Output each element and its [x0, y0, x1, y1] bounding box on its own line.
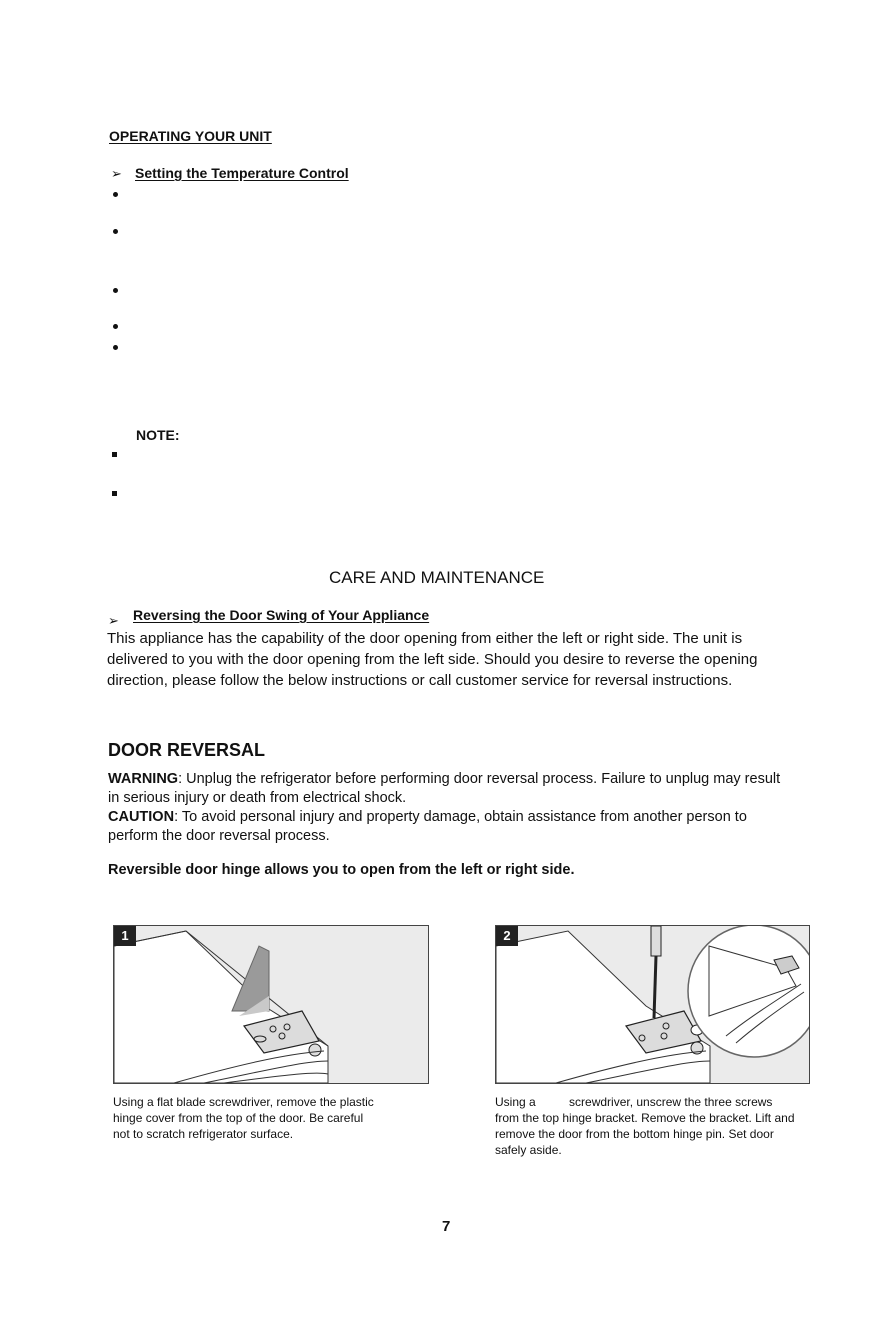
text-line: delivered to you with the door opening from the left side. Should you desire to reverse the opening: [107, 651, 758, 668]
text-line: direction, please follow the below instructions or call customer service for reversal instructions.: [107, 672, 733, 689]
square-bullet-icon: [112, 491, 117, 496]
caution-text-2: perform the door reversal process.: [108, 828, 330, 844]
step-2-caption: [495, 1094, 835, 1158]
step-1-caption: [113, 1094, 443, 1142]
bullet-icon: [113, 324, 118, 329]
reversing-heading: Reversing the Door Swing of Your Appliance: [133, 607, 430, 623]
warning-block: [108, 770, 848, 846]
caution-text: : To avoid personal injury and property damage, obtain assistance from another person to: [174, 809, 747, 825]
hinge-cover-drawing: [114, 926, 428, 1083]
caption-line: Using a screwdriver, unscrew the three screws: [495, 1095, 773, 1109]
care-heading: CARE AND MAINTENANCE: [329, 568, 545, 587]
caption-line: from the top hinge bracket. Remove the bracket. Lift and: [495, 1111, 795, 1125]
page-number: 7: [442, 1218, 451, 1235]
caution-label: CAUTION: [108, 809, 175, 825]
operating-heading: OPERATING YOUR UNIT: [109, 128, 272, 144]
door-reversal-heading: DOOR REVERSAL: [108, 740, 266, 760]
square-bullet-icon: [112, 452, 117, 457]
warning-text-2: in serious injury or death from electrical shock.: [108, 790, 407, 806]
caption-line: not to scratch refrigerator surface.: [113, 1127, 294, 1141]
screwdriver-hinge-drawing: [496, 926, 809, 1083]
note-label: NOTE:: [136, 427, 180, 443]
temp-control-heading: Setting the Temperature Control: [135, 165, 349, 181]
caption-line: hinge cover from the top of the door. Be careful: [113, 1111, 364, 1125]
step-number: 1: [114, 926, 136, 946]
caption-line: safely aside.: [495, 1143, 562, 1157]
step-number: 2: [496, 926, 518, 946]
reversing-text: [107, 628, 807, 691]
bullet-icon: [113, 229, 118, 234]
caption-line: Using a flat blade screwdriver, remove the plastic: [113, 1095, 374, 1109]
bullet-icon: [113, 345, 118, 350]
bullet-icon: [113, 192, 118, 197]
hinge-note: Reversible door hinge allows you to open from the left or right side.: [108, 862, 575, 878]
caption-line: remove the door from the bottom hinge pin. Set door: [495, 1127, 774, 1141]
bullet-icon: [113, 288, 118, 293]
step-2-illustration: [495, 925, 810, 1084]
arrow-bullet-icon: ➢: [108, 613, 119, 628]
arrow-bullet-icon: ➢: [111, 166, 122, 181]
step-1-illustration: [113, 925, 429, 1084]
text-line: This appliance has the capability of the door opening from either the left or right side. The unit is: [107, 630, 743, 647]
warning-text: : Unplug the refrigerator before performing door reversal process. Failure to unplug may result: [178, 771, 781, 787]
warning-label: WARNING: [108, 771, 179, 787]
